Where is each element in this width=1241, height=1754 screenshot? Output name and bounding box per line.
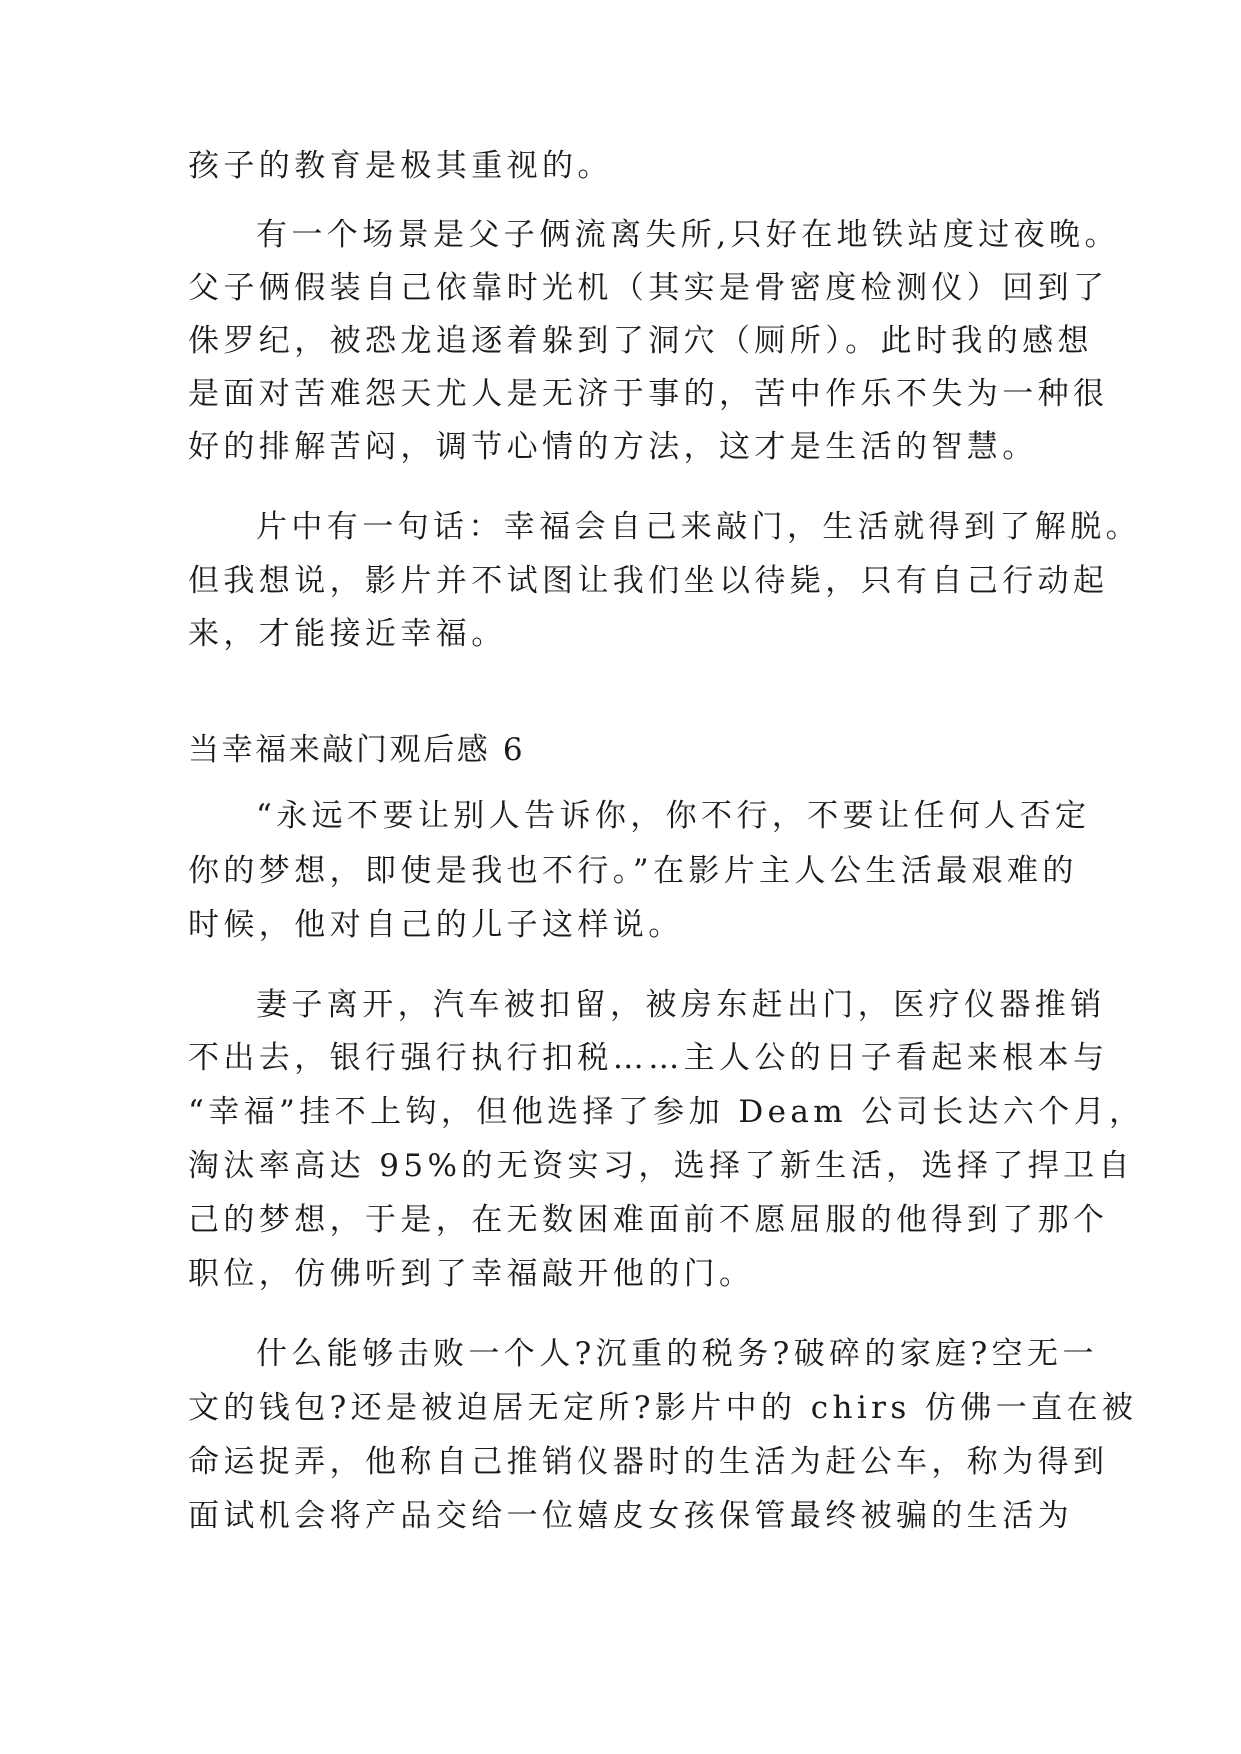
text-line: 好的排解苦闷，调节心情的方法，这才是生活的智慧。	[188, 429, 1038, 465]
text-line: 孩子的教育是极其重视的。	[188, 148, 613, 184]
text-line: 你的梦想，即使是我也不行。”在影片主人公生活最艰难的	[188, 853, 1078, 889]
text-line: 什么能够击败一个人?沉重的税务?破碎的家庭?空无一	[256, 1336, 1098, 1372]
text-line: 淘汰率高达 95%的无资实习，选择了新生活，选择了捍卫自	[188, 1148, 1134, 1184]
text-line: “幸福”挂不上钩，但他选择了参加 Deam 公司长达六个月，	[188, 1094, 1145, 1130]
text-line: 职位，仿佛听到了幸福敲开他的门。	[188, 1256, 755, 1292]
text-line: “永远不要让别人告诉你，你不行，不要让任何人否定	[256, 798, 1091, 834]
text-line: 但我想说，影片并不试图让我们坐以待毙，只有自己行动起	[188, 563, 1109, 599]
section-heading: 当幸福来敲门观后感 6	[188, 732, 526, 768]
text-line: 是面对苦难怨天尤人是无济于事的，苦中作乐不失为一种很	[188, 376, 1109, 412]
text-line: 父子俩假装自己依靠时光机（其实是骨密度检测仪）回到了	[188, 270, 1109, 306]
text-line: 面试机会将产品交给一位嬉皮女孩保管最终被骗的生活为	[188, 1498, 1073, 1534]
text-line: 妻子离开，汽车被扣留，被房东赶出门，医疗仪器推销	[256, 987, 1106, 1023]
text-line: 不出去，银行强行执行扣税……主人公的日子看起来根本与	[188, 1040, 1109, 1076]
text-line: 己的梦想，于是，在无数困难面前不愿屈服的他得到了那个	[188, 1202, 1109, 1238]
text-line: 来，才能接近幸福。	[188, 616, 507, 652]
text-line: 有一个场景是父子俩流离失所,只好在地铁站度过夜晚。	[256, 217, 1120, 253]
text-line: 文的钱包?还是被迫居无定所?影片中的 chirs 仿佛一直在被	[188, 1390, 1138, 1426]
text-line: 命运捉弄，他称自己推销仪器时的生活为赶公车，称为得到	[188, 1444, 1109, 1480]
text-line: 侏罗纪，被恐龙追逐着躲到了洞穴（厕所）。此时我的感想	[188, 323, 1093, 359]
text-line: 片中有一句话：幸福会自己来敲门，生活就得到了解脱。	[256, 509, 1141, 545]
text-line: 时候，他对自己的儿子这样说。	[188, 907, 684, 943]
